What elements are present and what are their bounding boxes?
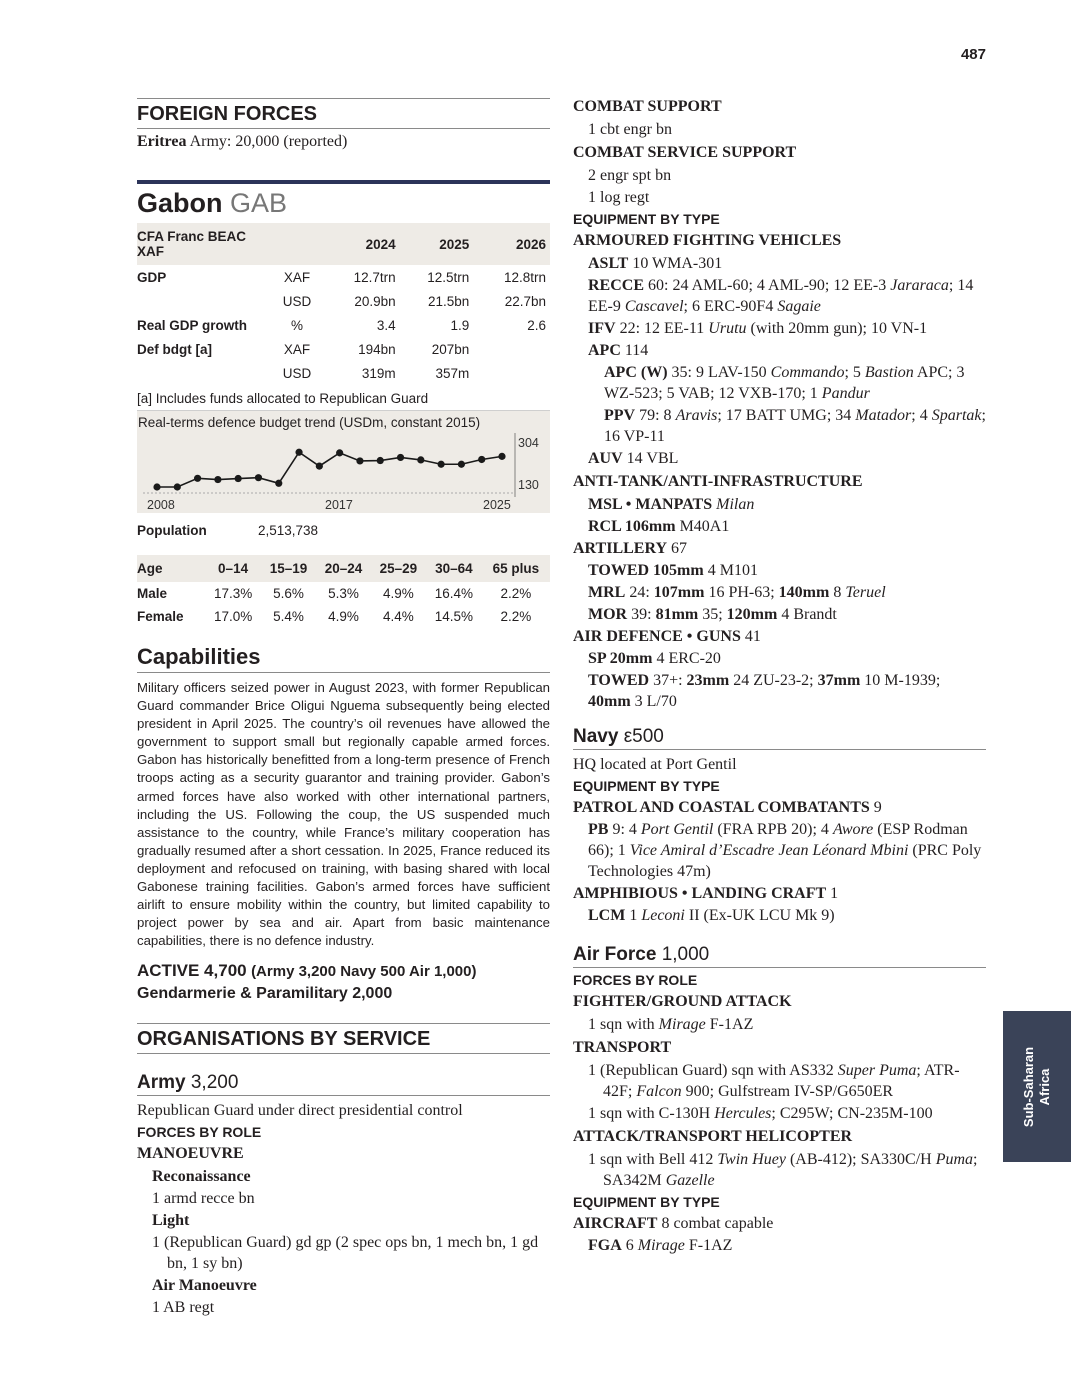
fga-entry	[573, 1235, 986, 1256]
population-row	[137, 523, 550, 543]
transport-unit	[573, 1060, 986, 1102]
entry-value: 4 ERC-20	[656, 650, 721, 667]
recce-entry	[573, 275, 986, 317]
air-force-heading	[573, 944, 986, 968]
population-label: Population	[137, 523, 207, 538]
entry-value: M40A1	[679, 518, 730, 535]
foreign-forces-country: Eritrea	[137, 133, 187, 150]
cell-value: 21.5bn	[428, 293, 470, 309]
navy-equipment-heading: EQUIPMENT BY TYPE	[573, 778, 720, 794]
age-cell: 4.4%	[382, 609, 414, 624]
entry-value: ; SA342M	[603, 1151, 978, 1189]
cell-value: 2.6	[527, 317, 546, 333]
entry-value: 39:	[631, 606, 656, 623]
combat-support-heading: COMBAT SUPPORT	[573, 98, 722, 115]
aslt-entry	[573, 253, 986, 274]
pb-entry	[573, 819, 986, 882]
entry-value: 114	[624, 342, 649, 359]
x-tick-label: 2025	[483, 498, 511, 512]
active-strength	[137, 960, 550, 1005]
side-tab-label	[1021, 1046, 1053, 1126]
entry-value: ; 14 EE-9	[588, 277, 974, 315]
finance-row	[137, 313, 550, 337]
trend-point	[377, 457, 384, 464]
entry-key: RCL 106mm	[588, 518, 676, 535]
css-unit: 1 log regt	[588, 189, 650, 206]
age-cell: Male	[137, 586, 168, 601]
apc-entry	[573, 340, 986, 361]
entry-italic: Teruel	[845, 584, 886, 601]
finance-table	[137, 223, 550, 385]
entry-value: 10 M-1939;	[860, 672, 941, 689]
entry-value: 1 sqn with Bell 412	[588, 1151, 718, 1168]
fga-unit	[573, 1014, 986, 1035]
entry-value: ; 4	[911, 407, 932, 424]
year-header: 2025	[396, 223, 470, 265]
age-header: Age	[137, 555, 205, 582]
entry-italic: Hercules	[714, 1105, 772, 1122]
entry-value: 1 sqn with	[588, 1016, 659, 1033]
age-table	[137, 555, 550, 628]
entry-key: AUV	[588, 450, 623, 467]
towed-ad-entry	[573, 670, 986, 712]
trend-point	[458, 461, 465, 468]
side-tab-line: Africa	[1037, 1068, 1052, 1105]
cell-value: 20.9bn	[354, 293, 396, 309]
row-unit: XAF	[283, 341, 311, 357]
year-header: 2026	[469, 223, 550, 265]
entry-value: F-1AZ	[684, 1237, 733, 1254]
entry-value: 24:	[629, 584, 654, 601]
air-manoeuvre-heading: Air Manoeuvre	[152, 1277, 257, 1295]
entry-italic: Matador	[855, 407, 912, 424]
finance-row	[137, 337, 550, 361]
amphibious-entry	[573, 883, 986, 904]
trend-point	[397, 454, 404, 461]
cell-value: 1.9	[450, 317, 470, 333]
entry-value: F-1AZ	[705, 1016, 754, 1033]
light-heading: Light	[152, 1212, 190, 1230]
entry-value: 3 L/70	[630, 693, 677, 710]
age-cell: 5.6%	[273, 586, 304, 601]
entry-value: (AB-412); SA330C/H	[785, 1151, 936, 1168]
foreign-forces-heading: FOREIGN FORCES	[137, 98, 550, 129]
age-cell: 5.4%	[273, 609, 304, 624]
entry-italic: Falcon	[636, 1083, 682, 1100]
msl-entry	[573, 494, 986, 515]
entry-key: 40mm	[588, 693, 631, 710]
entry-value: (with 20mm gun); 10 VN-1	[746, 320, 928, 337]
entry-value: 35: 9 LAV-150	[671, 364, 771, 381]
capabilities-text: Military officers seized power in August 2023, with former Republican Guard commander Brice Oligui Nguema subsequently being elected president in April 2025. The country’s oil revenues have allowed the government to support small but regionally capable armed forces. Gabon has historically benefitted from a long-term presence of French troops acting as a security guarantor and training provider. Gabon’s armed forces have also worked with other international partners, including the US. Following the coup, the US suspended much assistance to the country, while France’s military cooperation has gradually resumed after a short cessation. In 2025, France reduced its deployment and refocused on training, with basing shared with local Gabonese training facilities. Gabon’s armed forces have sufficient airlift to ensure mobility within the country, but limited capability to project power by sea and air. Apart from basic maintenance capabilities, there is no defence industry.	[137, 680, 550, 949]
row-label: Def bdgt [a]	[137, 341, 212, 357]
army-strength: 3,200	[190, 1072, 239, 1094]
entry-value: 900; Gulfstream IV-SP/G650ER	[681, 1083, 894, 1100]
entry-key: AMPHIBIOUS • LANDING CRAFT	[573, 885, 827, 902]
entry-value: 60: 24 AML-60; 4 AML-90; 12 EE-3	[648, 277, 891, 294]
mrl-entry	[573, 582, 986, 603]
entry-value: (PRC Poly Technologies 47m)	[588, 842, 982, 880]
air-forces-by-role: FORCES BY ROLE	[573, 972, 698, 988]
entry-key: ASLT	[588, 255, 629, 272]
manoeuvre-heading: MANOEUVRE	[137, 1145, 244, 1163]
navy-hq: HQ located at Port Gentil	[573, 756, 737, 773]
row-unit: USD	[282, 365, 312, 381]
navy-heading	[573, 726, 986, 750]
helicopter-unit	[573, 1149, 986, 1191]
entry-value: 41	[744, 628, 761, 645]
age-header: 20–24	[316, 555, 371, 582]
equipment-heading: EQUIPMENT BY TYPE	[573, 211, 720, 227]
finance-row	[137, 289, 550, 313]
cell-value: 12.5trn	[427, 269, 470, 285]
age-cell: 16.4%	[434, 586, 473, 601]
trend-point	[316, 463, 323, 470]
age-row	[137, 582, 550, 605]
entry-key: PB	[588, 821, 609, 838]
sp-entry	[573, 648, 986, 669]
air-manoeuvre-unit: 1 AB regt	[152, 1299, 215, 1317]
entry-italic: Spartak	[931, 407, 982, 424]
year-header: 2024	[322, 223, 396, 265]
entry-key: 140mm	[778, 584, 830, 601]
y-tick-label: 130	[518, 478, 539, 492]
entry-italic: Super Puma	[837, 1062, 917, 1079]
entry-value: 4 M101	[707, 562, 758, 579]
row-label	[137, 289, 272, 313]
entry-key: MSL • MANPATS	[588, 496, 713, 513]
air-equipment-heading: EQUIPMENT BY TYPE	[573, 1194, 720, 1210]
paramilitary-line: Gendarmerie & Paramilitary 2,000	[137, 985, 393, 1003]
pcc-entry	[573, 797, 986, 818]
entry-value: (FRA RPB 20); 4	[713, 821, 833, 838]
trend-point	[214, 476, 221, 483]
age-header: 30–64	[426, 555, 482, 582]
age-header: 15–19	[261, 555, 316, 582]
entry-italic: Pandur	[821, 385, 870, 402]
trend-point	[174, 483, 181, 490]
age-cell: 5.3%	[328, 586, 359, 601]
entry-key: 37mm	[817, 672, 861, 689]
entry-italic: Gazelle	[665, 1172, 715, 1189]
capabilities-heading: Capabilities	[137, 644, 550, 673]
towed-entry	[573, 560, 986, 581]
fga-heading: FIGHTER/GROUND ATTACK	[573, 993, 792, 1010]
age-cell: 4.9%	[328, 609, 359, 624]
age-row	[137, 605, 550, 628]
entry-value: 1 sqn with C-130H	[588, 1105, 715, 1122]
foreign-forces-entry	[137, 131, 550, 152]
currency-label: CFA Franc BEAC XAF	[137, 223, 272, 265]
trend-point	[295, 449, 302, 456]
entry-key: TOWED	[588, 672, 650, 689]
entry-key: AIRCRAFT	[573, 1215, 658, 1232]
entry-key: LCM	[588, 907, 626, 924]
entry-value: 35;	[698, 606, 727, 623]
aircraft-entry	[573, 1213, 986, 1234]
age-cell: 14.5%	[434, 609, 473, 624]
auv-entry	[573, 448, 986, 469]
recon-heading: Reconaissance	[152, 1168, 251, 1186]
cell-value: 207bn	[431, 341, 470, 357]
age-cell: 2.2%	[500, 609, 532, 624]
army-heading	[137, 1072, 550, 1096]
entry-italic: Milan	[716, 496, 755, 513]
cell-value	[469, 361, 550, 385]
entry-key: PATROL AND COASTAL COMBATANTS	[573, 799, 870, 816]
entry-key: MOR	[588, 606, 628, 623]
entry-key: FGA	[588, 1237, 622, 1254]
age-header-row	[137, 555, 550, 582]
trend-svg	[137, 411, 550, 513]
trend-point	[255, 474, 262, 481]
helicopter-heading: ATTACK/TRANSPORT HELICOPTER	[573, 1128, 853, 1145]
row-unit: USD	[282, 293, 312, 309]
rcl-entry	[573, 516, 986, 537]
anti-tank-heading: ANTI-TANK/ANTI-INFRASTRUCTURE	[573, 473, 863, 490]
entry-value: 8	[829, 584, 846, 601]
trend-point	[153, 483, 160, 490]
cell-value: 319m	[361, 365, 396, 381]
entry-key: PPV	[604, 407, 636, 424]
entry-key: SP 20mm	[588, 650, 653, 667]
entry-italic: Vice Amiral d’Escadre Jean Léonard Mbini	[629, 842, 909, 859]
css-unit: 2 engr spt bn	[588, 167, 672, 184]
cell-value: 12.8trn	[503, 269, 546, 285]
y-tick-label: 304	[518, 436, 539, 450]
entry-value: 37+:	[653, 672, 687, 689]
cell-value: 12.7trn	[353, 269, 396, 285]
row-label: Real GDP growth	[137, 317, 248, 333]
entry-value: ; 5	[844, 364, 865, 381]
foreign-forces-text: Army: 20,000 (reported)	[189, 133, 348, 150]
mor-entry	[573, 604, 986, 625]
entry-italic: Mirage	[637, 1237, 685, 1254]
entry-value: ; 6 ERC-90F4	[683, 298, 778, 315]
trend-series-line	[157, 452, 502, 487]
entry-value: 1 (Republican Guard) sqn with AS332	[588, 1062, 838, 1079]
active-label: ACTIVE 4,700	[137, 961, 247, 981]
trend-point	[478, 456, 485, 463]
entry-italic: Twin Huey	[717, 1151, 786, 1168]
light-unit: 1 (Republican Guard) gd gp (2 spec ops bn, 1 mech bn, 1 gd bn, 1 sy bn)	[152, 1234, 539, 1273]
entry-italic: Awore	[832, 821, 874, 838]
cell-value: 357m	[435, 365, 470, 381]
navy-strength: ε500	[623, 726, 664, 747]
side-tab-line: Sub-Saharan	[1021, 1046, 1036, 1127]
age-header: 25–29	[371, 555, 426, 582]
entry-italic: Mirage	[658, 1016, 706, 1033]
entry-key: APC (W)	[604, 364, 668, 381]
ifv-entry	[573, 318, 986, 339]
entry-value: 1	[629, 907, 642, 924]
entry-value: 8 combat capable	[661, 1215, 774, 1232]
age-header: 0–14	[205, 555, 261, 582]
entry-italic: Port Gentil	[640, 821, 714, 838]
air-force-name: Air Force	[573, 944, 657, 965]
section-side-tab	[1003, 1011, 1071, 1162]
entry-italic: Urutu	[708, 320, 747, 337]
entry-value: 14 VBL	[626, 450, 679, 467]
transport-unit	[573, 1103, 986, 1124]
trend-point	[417, 456, 424, 463]
chart-title: Real-terms defence budget trend (USDm, constant 2015)	[138, 415, 481, 430]
entry-value: ; ATR-42F;	[603, 1062, 960, 1100]
country-code: GAB	[230, 188, 288, 218]
trend-point	[194, 475, 201, 482]
entry-key: TOWED 105mm	[588, 562, 704, 579]
x-tick-label: 2008	[147, 498, 175, 512]
entry-value: APC; 3 WZ-523; 5 VAB; 12 VXB-170; 1	[604, 364, 965, 402]
finance-row	[137, 361, 550, 385]
population-value: 2,513,738	[258, 523, 319, 538]
trend-point	[356, 457, 363, 464]
combat-support-unit: 1 cbt engr bn	[588, 121, 672, 138]
entry-value: 9: 4	[612, 821, 641, 838]
country-title	[137, 180, 550, 219]
entry-italic: Leconi	[641, 907, 685, 924]
air-defence-entry	[573, 626, 986, 647]
x-tick-label: 2017	[325, 498, 353, 512]
cell-value	[469, 337, 550, 361]
entry-italic: Aravis	[675, 407, 718, 424]
cell-value: 3.4	[376, 317, 396, 333]
row-label	[137, 361, 272, 385]
apcw-entry	[573, 362, 986, 404]
cell-value: 194bn	[358, 341, 396, 357]
budget-trend-chart	[137, 411, 550, 513]
entry-key: ARTILLERY	[573, 540, 668, 557]
entry-value: 4 Brandt	[777, 606, 837, 623]
entry-key: 81mm	[655, 606, 699, 623]
recon-unit: 1 armd recce bn	[152, 1190, 255, 1208]
budget-footnote: [a] Includes funds allocated to Republican Guard	[137, 385, 550, 411]
trend-point	[498, 453, 505, 460]
entry-key: APC	[588, 342, 621, 359]
air-force-strength: 1,000	[661, 944, 710, 965]
entry-key: RECCE	[588, 277, 645, 294]
trend-point	[275, 480, 282, 487]
css-heading: COMBAT SERVICE SUPPORT	[573, 144, 797, 161]
cell-value: 22.7bn	[504, 293, 546, 309]
entry-value: ; 17 BATT UMG; 34	[717, 407, 856, 424]
entry-key: AIR DEFENCE • GUNS	[573, 628, 741, 645]
finance-row	[137, 265, 550, 289]
entry-value: 1	[830, 885, 839, 902]
left-column	[137, 98, 550, 1319]
entry-value: 6	[625, 1237, 638, 1254]
age-cell: Female	[137, 609, 184, 624]
trend-point	[438, 461, 445, 468]
entry-key: IFV	[588, 320, 616, 337]
active-detail: (Army 3,200 Navy 500 Air 1,000)	[251, 963, 477, 981]
entry-italic: Commando	[770, 364, 845, 381]
entry-value: ; C295W; CN-235M-100	[771, 1105, 933, 1122]
entry-value: 22: 12 EE-11	[619, 320, 709, 337]
entry-italic: Puma	[935, 1151, 974, 1168]
finance-header-row	[137, 223, 550, 265]
entry-key: 23mm	[686, 672, 730, 689]
entry-value: (ESP Rodman 66); 1	[588, 821, 968, 859]
ppv-entry	[573, 405, 986, 447]
entry-value: 24 ZU-23-2;	[729, 672, 818, 689]
navy-name: Navy	[573, 726, 619, 747]
org-heading: ORGANISATIONS BY SERVICE	[137, 1023, 550, 1054]
entry-value: 10 WMA-301	[632, 255, 723, 272]
row-unit: XAF	[283, 269, 311, 285]
age-header: 65 plus	[482, 555, 550, 582]
entry-value: II (Ex-UK LCU Mk 9)	[684, 907, 835, 924]
entry-value: 16 PH-63;	[704, 584, 779, 601]
army-name: Army	[137, 1072, 186, 1094]
entry-value: 79: 8	[639, 407, 676, 424]
entry-value: 9	[873, 799, 882, 816]
trend-point	[336, 449, 343, 456]
entry-value: ; 16 VP-11	[604, 407, 986, 445]
entry-value: 67	[671, 540, 688, 557]
army-desc: Republican Guard under direct presidential control	[137, 1102, 463, 1120]
age-cell: 17.3%	[213, 586, 253, 601]
age-cell: 2.2%	[500, 586, 532, 601]
transport-heading: TRANSPORT	[573, 1039, 672, 1056]
page-number: 487	[960, 46, 986, 63]
row-unit: %	[290, 317, 303, 333]
age-cell: 17.0%	[213, 609, 253, 624]
artillery-entry	[573, 538, 986, 559]
lcm-entry	[573, 905, 986, 926]
age-cell: 4.9%	[382, 586, 414, 601]
row-label: GDP	[137, 269, 167, 285]
entry-italic: Cascavel	[624, 298, 684, 315]
right-column	[573, 94, 986, 1257]
entry-italic: Jararaca	[890, 277, 949, 294]
entry-italic: Sagaie	[777, 298, 821, 315]
trend-point	[235, 475, 242, 482]
forces-by-role: FORCES BY ROLE	[137, 1124, 262, 1141]
afv-heading: ARMOURED FIGHTING VEHICLES	[573, 232, 842, 249]
country-name: Gabon	[137, 188, 223, 218]
entry-key: MRL	[588, 584, 626, 601]
entry-key: 120mm	[726, 606, 778, 623]
entry-italic: Bastion	[864, 364, 914, 381]
entry-key: 107mm	[653, 584, 705, 601]
